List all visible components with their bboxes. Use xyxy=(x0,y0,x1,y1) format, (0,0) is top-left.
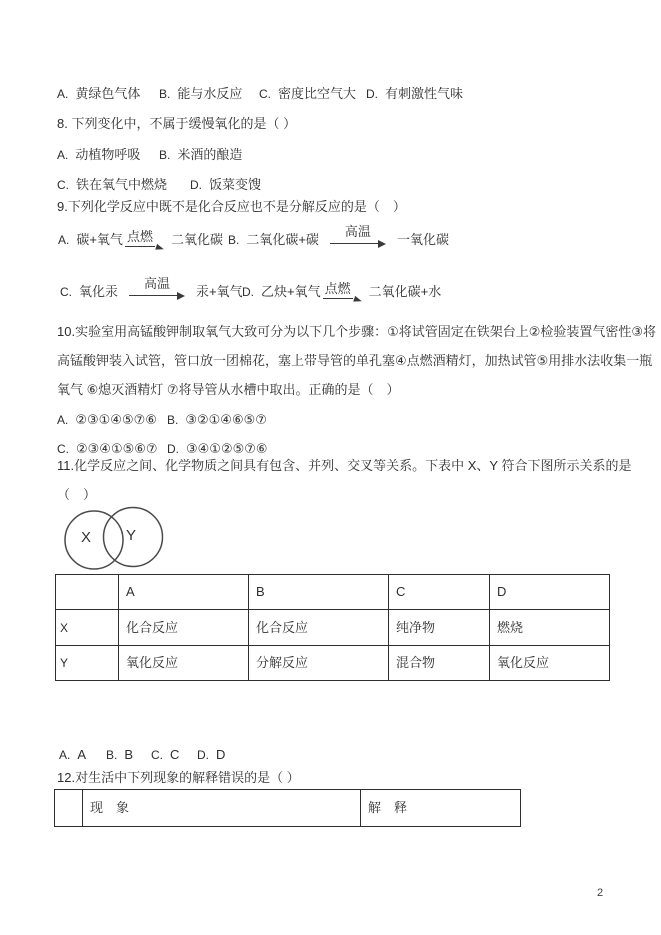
option-label: B. xyxy=(106,748,118,762)
option-c xyxy=(259,86,356,102)
question8-options-row1 xyxy=(57,147,457,163)
equation-option-b xyxy=(228,225,449,248)
option-b xyxy=(106,747,133,763)
condition-text: 高温 xyxy=(344,224,371,239)
header-cell-explanation: 解 释 xyxy=(361,790,521,827)
question10-options-row2 xyxy=(57,441,457,457)
venn-label-x: X xyxy=(80,529,92,546)
reaction-arrow-icon xyxy=(129,291,185,300)
option-d xyxy=(366,86,463,102)
question11-stem-line1: 11.化学反应之间、化学物质之间具有包含、并列、交叉等关系。下表中 X、Y 符合下图所示关系的是 xyxy=(57,458,632,473)
venn-diagram xyxy=(58,503,178,575)
option-label: D. xyxy=(167,442,179,456)
question12-table xyxy=(54,789,521,827)
question11-answer-row xyxy=(59,747,359,763)
question10-stem-line2: 高锰酸钾装入试管，管口放一团棉花，塞上带导管的单孔塞④点燃酒精灯，加热试管⑤用排水法收集一瓶 xyxy=(57,353,653,368)
option-d xyxy=(167,441,268,457)
row-label: X xyxy=(56,610,119,646)
table-header-row xyxy=(55,790,521,827)
option-b xyxy=(159,86,242,102)
option-text: B xyxy=(124,747,134,762)
products: 二氧化碳+水 xyxy=(368,284,442,299)
question10-stem-line3: 氧气 ⑥熄灭酒精灯 ⑦将导管从水槽中取出。正确的是（ ） xyxy=(57,382,400,397)
option-text: ②③④①⑤⑥⑦ xyxy=(76,441,158,456)
option-label: B. xyxy=(159,148,171,162)
question9-equations-row1 xyxy=(58,222,618,248)
option-text: ③②①④⑥⑤⑦ xyxy=(185,412,267,427)
cell: 化合反应 xyxy=(119,610,249,646)
reaction-condition-underline-arrow xyxy=(323,282,353,299)
question11-table xyxy=(55,574,610,681)
option-text: C xyxy=(170,747,180,762)
question8-options-row2 xyxy=(57,177,457,193)
reaction-condition-over-arrow xyxy=(129,277,185,300)
question12-stem: 12.对生活中下列现象的解释错误的是（ ） xyxy=(57,770,300,785)
products: 一氧化碳 xyxy=(396,232,449,247)
option-text: 动植物呼吸 xyxy=(75,147,141,162)
cell: 分解反应 xyxy=(249,646,389,681)
equation-option-a xyxy=(58,230,223,248)
products: 二氧化碳 xyxy=(170,232,223,247)
cell: 混合物 xyxy=(389,646,490,681)
option-label: A. xyxy=(57,413,69,427)
question9-equations-row2 xyxy=(60,274,620,300)
option-a xyxy=(57,86,140,102)
header-cell-a: A xyxy=(119,575,249,610)
option-text: A xyxy=(77,747,87,762)
option-label: B. xyxy=(228,233,240,247)
question9-stem: 9.下列化学反应中既不是化合反应也不是分解反应的是（ ） xyxy=(57,199,406,214)
option-label: D. xyxy=(366,87,378,101)
option-label: A. xyxy=(59,748,71,762)
header-cell-c: C xyxy=(389,575,490,610)
cell: 氧化反应 xyxy=(490,646,610,681)
cell: 燃烧 xyxy=(490,610,610,646)
option-label: A. xyxy=(57,148,69,162)
option-c xyxy=(151,747,179,763)
option-text: 能与水反应 xyxy=(177,86,243,101)
option-text: 饭菜变馊 xyxy=(209,177,262,192)
question7-options-row xyxy=(57,86,617,102)
option-label: A. xyxy=(57,87,69,101)
question10-stem-line1: 10.实验室用高锰酸钾制取氧气大致可分为以下几个步骤：①将试管固定在铁架台上②检验装置气密性③将 xyxy=(57,324,657,339)
option-text: 密度比空气大 xyxy=(278,86,357,101)
header-cell-blank xyxy=(55,790,83,827)
option-d xyxy=(190,177,261,193)
venn-label-y: Y xyxy=(125,527,137,544)
option-label: B. xyxy=(167,413,179,427)
row-label: Y xyxy=(56,646,119,681)
condition-text: 点燃 xyxy=(126,229,153,244)
condition-text: 点燃 xyxy=(324,281,351,296)
table-header-row xyxy=(56,575,610,610)
option-text: ②③①④⑤⑦⑥ xyxy=(75,412,157,427)
equation-option-d xyxy=(242,282,441,300)
header-cell-blank xyxy=(56,575,119,610)
reaction-arrow-icon xyxy=(330,239,386,248)
option-label: C. xyxy=(60,285,72,299)
option-c xyxy=(57,441,158,457)
header-cell-phenomenon: 现 象 xyxy=(83,790,361,827)
option-label: D. xyxy=(190,178,202,192)
option-text: ③④①②⑤⑦⑥ xyxy=(186,441,268,456)
header-cell-d: D xyxy=(490,575,610,610)
equation-option-c xyxy=(60,277,243,300)
reaction-condition-underline-arrow xyxy=(125,230,155,247)
condition-text: 高温 xyxy=(144,276,171,291)
option-text: D xyxy=(216,747,226,762)
option-text: 米酒的酿造 xyxy=(177,147,243,162)
option-text: 有刺激性气味 xyxy=(385,86,464,101)
option-d xyxy=(197,747,225,763)
option-c xyxy=(57,177,167,193)
option-a xyxy=(57,147,140,163)
option-label: C. xyxy=(57,178,69,192)
option-label: B. xyxy=(159,87,171,101)
products: 汞+氧气 xyxy=(196,284,243,299)
option-b xyxy=(167,412,267,428)
reactants: 乙炔+氧气 xyxy=(261,284,321,299)
question8-stem: 8. 下列变化中，不属于缓慢氧化的是（ ） xyxy=(57,116,297,131)
reactants: 二氧化碳+碳 xyxy=(246,232,319,247)
table-row-x xyxy=(56,610,610,646)
option-label: C. xyxy=(57,442,69,456)
option-b xyxy=(159,147,242,163)
cell: 氧化反应 xyxy=(119,646,249,681)
reactants: 碳+氧气 xyxy=(76,232,123,247)
question10-options-row1 xyxy=(57,412,457,428)
option-text: 铁在氧气中燃烧 xyxy=(76,177,168,192)
cell: 纯净物 xyxy=(389,610,490,646)
header-cell-b: B xyxy=(249,575,389,610)
option-label: A. xyxy=(58,233,70,247)
page-number: 2 xyxy=(597,887,604,899)
cell: 化合反应 xyxy=(249,610,389,646)
reactants: 氧化汞 xyxy=(79,284,119,299)
option-label: D. xyxy=(242,285,254,299)
option-label: D. xyxy=(197,748,209,762)
table-row-y xyxy=(56,646,610,681)
reaction-condition-over-arrow xyxy=(330,225,386,248)
question11-stem-line2: （ ） xyxy=(57,487,97,502)
option-label: C. xyxy=(151,748,163,762)
option-a xyxy=(59,747,86,763)
option-label: C. xyxy=(259,87,271,101)
option-text: 黄绿色气体 xyxy=(75,86,141,101)
option-a xyxy=(57,412,157,428)
